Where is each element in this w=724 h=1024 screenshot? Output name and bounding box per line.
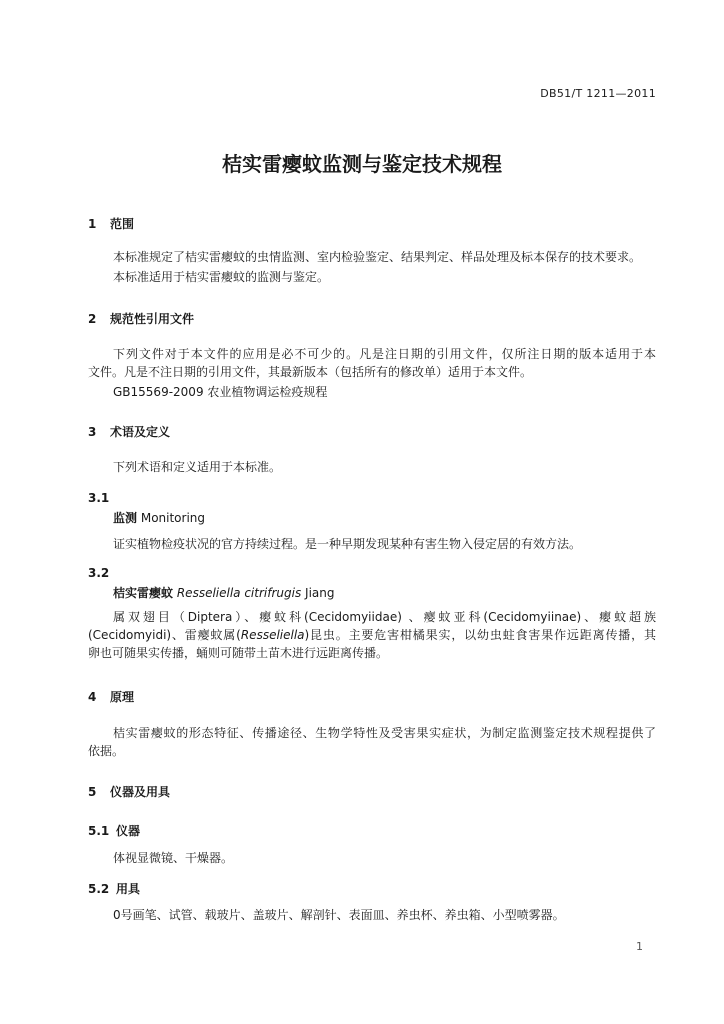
section-number: 5	[88, 785, 97, 799]
section-title: 范围	[110, 217, 135, 231]
paragraph-line: 桔实雷瘿蚊的形态特征、传播途径、生物学特性及受害果实症状，为制定监测鉴定技术规程提供了	[113, 726, 656, 740]
term-3-2-definition	[88, 608, 656, 662]
paragraph-line: 文件。凡是不注日期的引用文件，其最新版本（包括所有的修改单）适用于本文件。	[88, 365, 533, 379]
genus-name: Resseliella	[240, 628, 305, 642]
section-2-reference: GB15569-2009 农业植物调运检疫规程	[113, 385, 328, 399]
term-3-1-title	[113, 509, 205, 526]
section-title: 术语及定义	[110, 425, 171, 439]
term-chinese: 监测	[113, 511, 138, 525]
section-number: 4	[88, 690, 97, 704]
section-4-paragraph	[88, 724, 656, 760]
subsection-5-2-text: 0号画笔、试管、载玻片、盖玻片、解剖针、表面皿、养虫杯、养虫箱、小型喷雾器。	[113, 908, 565, 922]
term-3-1-definition: 证实植物检疫状况的官方持续过程。是一种早期发现某种有害生物入侵定居的有效方法。	[113, 537, 582, 551]
line-part: (Cecidomyidi)、雷瘿蚊属(	[88, 628, 241, 642]
page-number: 1	[636, 940, 643, 953]
term-3-1-number: 3.1	[88, 491, 110, 505]
subsection-title: 用具	[116, 882, 141, 896]
subsection-number: 5.1	[88, 824, 110, 838]
section-1-paragraph-2: 本标准适用于桔实雷瘿蚊的监测与鉴定。	[113, 270, 330, 284]
subsection-5-1-heading	[88, 822, 140, 839]
term-3-2-number: 3.2	[88, 566, 110, 580]
section-2-heading	[88, 310, 194, 327]
term-english: Monitoring	[140, 511, 206, 525]
subsection-title: 仪器	[116, 824, 141, 838]
subsection-5-1-text: 体视显微镜、干燥器。	[113, 851, 234, 865]
paragraph-line: 卵也可随果实传播，蛹则可随带土苗木进行远距离传播。	[88, 646, 389, 660]
paragraph-line: 依据。	[88, 744, 125, 758]
section-number: 2	[88, 312, 97, 326]
section-5-heading	[88, 783, 170, 800]
section-1-paragraph-1: 本标准规定了桔实雷瘿蚊的虫情监测、室内检验鉴定、结果判定、样品处理及标本保存的技术要求。	[113, 250, 642, 264]
section-title: 仪器及用具	[110, 785, 171, 799]
document-title: 桔实雷瘿蚊监测与鉴定技术规程	[222, 152, 502, 176]
subsection-number: 5.2	[88, 882, 110, 896]
paragraph-line: 属双翅目（Diptera）、瘿蚊科(Cecidomyiidae) 、瘿蚊亚科(Cecidomyiinae)、瘿蚊超族	[113, 610, 656, 624]
term-3-2-title	[113, 584, 335, 601]
paragraph-line	[88, 626, 656, 644]
line-part: )昆虫。主要危害柑橘果实，以幼虫蛀食害果作远距离传播，其	[304, 628, 656, 642]
section-number: 1	[88, 217, 97, 231]
section-3-heading	[88, 423, 170, 440]
section-2-paragraph-1	[88, 345, 656, 381]
section-title: 原理	[110, 690, 135, 704]
term-latin-name: Resseliella citrifrugis	[176, 586, 302, 600]
section-title: 规范性引用文件	[110, 312, 195, 326]
section-4-heading	[88, 688, 134, 705]
section-3-intro: 下列术语和定义适用于本标准。	[113, 460, 282, 474]
subsection-5-2-heading	[88, 880, 140, 897]
term-chinese: 桔实雷瘿蚊	[113, 586, 174, 600]
term-author: Jiang	[305, 586, 335, 600]
paragraph-line: 下列文件对于本文件的应用是必不可少的。凡是注日期的引用文件，仅所注日期的版本适用于本	[113, 347, 656, 361]
section-number: 3	[88, 425, 97, 439]
document-number: DB51/T 1211—2011	[540, 87, 656, 100]
section-1-heading	[88, 215, 134, 232]
